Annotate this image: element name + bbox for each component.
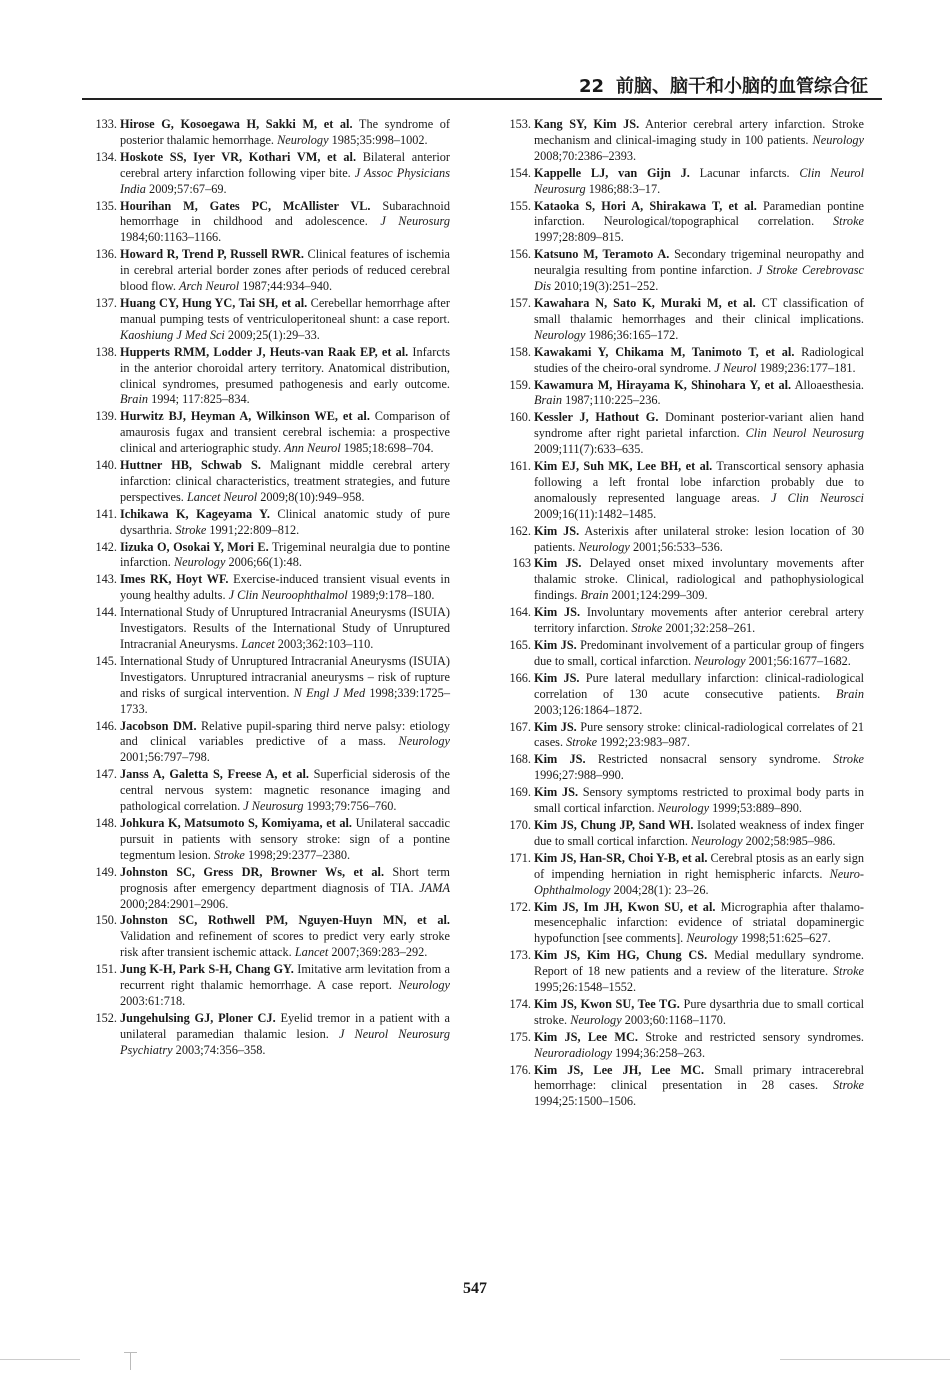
reference-item [90, 1011, 450, 1059]
reference-item [504, 720, 864, 752]
reference-citation: 1994; 117:825–834. [148, 392, 250, 407]
reference-journal: Brain [835, 686, 864, 701]
reference-title: Lacunar infarcts. [689, 165, 800, 180]
reference-item [90, 199, 450, 247]
reference-journal: Brain [120, 392, 149, 407]
reference-title: Relative pupil-sparing third nerve palsy: etiology and clinical variables predictive of a mass. [120, 718, 450, 749]
reference-authors: Huang CY, Hung YC, Tai SH, et al. [120, 295, 308, 310]
reference-item [90, 507, 450, 539]
reference-citation: 2001;124:299–309. [608, 588, 708, 603]
reference-number: 166. [509, 670, 531, 685]
reference-item [504, 378, 864, 410]
reference-authors: Katsuno M, Teramoto A. [534, 247, 670, 262]
crop-mark-left-line [0, 1359, 80, 1360]
reference-title: Anterior cerebral artery infarction. Stroke mechanism and clinical-imaging study in 100 patients. [534, 117, 864, 147]
reference-item [504, 410, 864, 458]
reference-title: Short term prognosis after emergency department diagnosis of TIA. [120, 864, 450, 895]
reference-journal: J Stroke Cerebrovasc Dis [534, 263, 864, 294]
reference-column-left [90, 117, 450, 1060]
reference-citation: 1997;28:809–815. [534, 230, 624, 245]
reference-citation: 1987;110:225–236. [562, 393, 661, 408]
reference-number: 167. [509, 719, 531, 734]
reference-item [504, 785, 864, 817]
reference-authors: Kim JS, Im JH, Kwon SU, et al. [534, 899, 716, 914]
reference-citation: 2000;284:2901–2906. [120, 896, 229, 911]
reference-journal: Stroke [833, 214, 864, 229]
reference-title: Micrographia after thalamo-mesencephalic infarction: evidence of striatal dopaminergic hypofunction [see comments]. [534, 899, 865, 946]
reference-citation: 1998;51:625–627. [737, 931, 831, 946]
crop-mark-horizontal [124, 1352, 137, 1353]
reference-authors: Kawamura M, Hirayama K, Shinohara Y, et al. [534, 377, 792, 392]
reference-authors: Kim JS. [534, 670, 580, 685]
reference-citation: 1989;9:178–180. [347, 588, 435, 603]
reference-journal: J Clin Neuroophthalmol [228, 588, 348, 603]
reference-journal: Neurology [812, 132, 864, 147]
reference-title: Cerebellar hemorrhage after manual pumping tests of ventriculoperitoneal shunt: a case report. [120, 295, 450, 326]
reference-journal: Stroke [631, 621, 663, 636]
reference-title: Pure dysarthria due to small cortical stroke. [534, 996, 865, 1027]
reference-authors: Kim JS. [534, 752, 586, 767]
reference-citation: 2002;58:985–986. [742, 833, 836, 848]
reference-title: Superficial siderosis of the central nervous system: magnetic resonance imaging and pathological correlation. [120, 767, 450, 814]
reference-number: 171. [509, 850, 531, 865]
reference-number: 157. [509, 295, 531, 310]
reference-item [90, 458, 450, 506]
reference-title: Comparison of amaurosis fugax and transient cerebral ischemia: a prospective clinical and arteriographic study. [120, 409, 450, 456]
reference-journal: Neurology [691, 833, 743, 848]
reference-authors: Kim JS. [534, 556, 582, 571]
reference-citation: 1998;339:1725–1733. [120, 685, 450, 716]
reference-number: 135. [95, 198, 117, 213]
reference-item [90, 719, 450, 767]
reference-item [504, 117, 864, 165]
reference-authors: Imes RK, Hoyt WF. [120, 572, 229, 587]
reference-item [90, 540, 450, 572]
reference-authors: Jacobson DM. [120, 718, 197, 733]
reference-citation: 1986;36:165–172. [585, 327, 679, 342]
reference-title: Clinical features of ischemia in cerebral arterial border zones after periods of reduced cerebral blood flow. [120, 247, 450, 294]
reference-journal: Brain [534, 393, 563, 408]
reference-journal: Stroke [566, 735, 598, 750]
reference-journal: Clin Neurol Neurosurg [745, 426, 864, 441]
reference-title: Pure sensory stroke: clinical-radiological correlates of 21 cases. [534, 719, 864, 750]
reference-title: Bilateral anterior cerebral artery infarction following viper bite. [120, 149, 450, 180]
reference-number: 174. [509, 996, 531, 1011]
reference-column-right [504, 117, 864, 1111]
reference-citation: 2010;19(3):251–252. [551, 279, 659, 294]
reference-citation: 2001;56:533–536. [629, 539, 723, 554]
reference-journal: J Neurosurg [380, 214, 450, 229]
reference-citation: 1999;53:889–890. [709, 801, 802, 816]
reference-journal: Neurology [173, 555, 226, 570]
reference-citation: 2004;28(1): 23–26. [610, 882, 709, 897]
reference-journal: J Neurol [714, 360, 757, 375]
reference-title: Restricted nonsacral sensory syndrome. [585, 752, 834, 767]
reference-title: Infarcts in the anterior choroidal artery territory. Anatomical distribution, clinical syndromes, presumed pathogenesis and early outcome. [120, 344, 450, 391]
reference-journal: Lancet [241, 637, 275, 651]
reference-journal: J Assoc Physicians India [120, 165, 450, 196]
reference-item [90, 605, 450, 653]
reference-number: 142. [95, 539, 117, 554]
reference-citation: 1992;23:983–987. [597, 735, 690, 750]
reference-authors: Huttner HB, Schwab S. [120, 458, 261, 473]
reference-journal: N Engl J Med [293, 685, 366, 700]
reference-item [504, 556, 864, 604]
reference-citation: 1986;88:3–17. [585, 181, 661, 196]
reference-authors: Jung K-H, Park S-H, Chang GY. [120, 962, 294, 977]
reference-journal: Brain [580, 588, 609, 603]
reference-journal: Neuro-Ophthalmology [534, 866, 864, 897]
reference-title: Unilateral saccadic pursuit in patients with sensory stroke: sign of a pontine tegmentum lesion. [120, 815, 450, 862]
reference-citation: 2003:61:718. [120, 993, 186, 1008]
chapter-heading [579, 72, 868, 98]
reference-number: 134. [95, 149, 117, 164]
reference-authors: Johkura K, Matsumoto S, Komiyama, et al. [120, 815, 352, 830]
reference-number: 176. [509, 1062, 531, 1077]
reference-item [504, 1063, 864, 1111]
reference-item [504, 851, 864, 899]
reference-title: Imitative arm levitation from a recurrent right thalamic hemorrhage. A case report. [120, 962, 451, 993]
reference-authors: Kim JS. [534, 605, 581, 620]
reference-authors: Kim JS. [534, 719, 577, 734]
reference-authors: Hoskote SS, Iyer VR, Kothari VM, et al. [120, 149, 357, 164]
reference-title: Pure lateral medullary infarction: clinical-radiological correlation of 130 acute consecutive patients. [534, 670, 864, 701]
reference-authors: Howard R, Trend P, Russell RWR. [120, 247, 304, 262]
reference-authors: Hourihan M, Gates PC, McAllister VL. [120, 198, 371, 213]
reference-number: 137. [95, 295, 117, 310]
crop-mark-right-line [780, 1359, 950, 1360]
reference-authors: Kim JS, Kim HG, Chung CS. [534, 948, 708, 963]
reference-title: Eyelid tremor in a patient with a unilateral paramedian thalamic lesion. [120, 1010, 450, 1041]
reference-citation: 1998;29:2377–2380. [244, 847, 351, 862]
reference-title: Paramedian pontine infarction. Neurological/topographical correlation. [534, 198, 864, 229]
reference-authors: Hupperts RMM, Lodder J, Heuts-van Raak EP, et al. [120, 344, 409, 359]
reference-journal: Arch Neurol [178, 279, 240, 294]
reference-item [504, 296, 864, 344]
reference-item [504, 524, 864, 556]
reference-authors: Kang SY, Kim JS. [534, 117, 640, 131]
reference-journal: Neurology [398, 734, 450, 749]
reference-number: 152. [95, 1010, 117, 1025]
reference-item [504, 199, 864, 247]
reference-journal: Neurology [570, 1012, 622, 1027]
reference-title: Validation and refinement of scores to predict very early stroke risk after transient ischemic attack. [120, 929, 450, 960]
reference-number: 163 [512, 556, 531, 571]
reference-item [504, 948, 864, 996]
reference-citation: 2006;66(1):48. [225, 555, 302, 570]
reference-number: 162. [509, 523, 531, 538]
reference-title: International Study of Unruptured Intracranial Aneurysms (ISUIA) Investigators. Results of the International Study of Unruptured Intracranial Aneurysms. [120, 605, 450, 651]
reference-title: Stroke and restricted sensory syndromes. [637, 1029, 864, 1044]
reference-item [504, 638, 864, 670]
reference-journal: Stroke [833, 964, 864, 979]
reference-authors: Kawahara N, Sato K, Muraki M, et al. [534, 295, 756, 310]
reference-number: 169. [509, 785, 531, 800]
reference-citation: 2003;126:1864–1872. [534, 702, 643, 717]
reference-authors: Kim JS. [534, 785, 579, 800]
reference-number: 141. [95, 506, 117, 521]
reference-citation: 1993;79:756–760. [303, 799, 397, 814]
reference-citation: 1989;236:177–181. [756, 360, 856, 375]
reference-number: 147. [95, 767, 117, 782]
reference-number: 150. [95, 913, 117, 928]
chapter-title: 前脑、脑干和小脑的血管综合征 [616, 76, 868, 97]
reference-citation: 2003;74:356–358. [172, 1042, 266, 1057]
reference-number: 133. [95, 117, 117, 131]
reference-title: Dominant posterior-variant alien hand syndrome after right parietal infarction. [534, 410, 864, 441]
reference-authors: Kim JS, Chung JP, Sand WH. [534, 817, 694, 832]
reference-number: 151. [95, 962, 117, 977]
reference-authors: Johnston SC, Rothwell PM, Nguyen-Huyn MN, et al. [120, 913, 450, 928]
reference-citation: 1996;27:988–990. [534, 768, 624, 783]
reference-number: 173. [509, 948, 531, 963]
reference-citation: 2009;16(11):1482–1485. [534, 506, 657, 521]
reference-authors: Kim JS, Lee JH, Lee MC. [534, 1062, 705, 1077]
reference-authors: Kim JS, Han-SR, Choi Y-B, et al. [534, 850, 708, 865]
reference-item [90, 865, 450, 913]
reference-authors: Kessler J, Hathout G. [534, 410, 659, 425]
reference-item [504, 997, 864, 1029]
reference-journal: J Neurol Neurosurg Psychiatry [120, 1026, 450, 1057]
page-number: 547 [463, 1280, 487, 1297]
reference-number: 164. [509, 605, 531, 620]
reference-number: 158. [509, 344, 531, 359]
reference-authors: Hirose G, Kosoegawa H, Sakki M, et al. [120, 117, 353, 131]
reference-item [90, 572, 450, 604]
reference-number: 155. [509, 198, 531, 213]
reference-number: 148. [95, 815, 117, 830]
reference-citation: 2001;32:258–261. [662, 621, 756, 636]
reference-citation: 1994;36:258–263. [612, 1045, 706, 1060]
reference-journal: J Clin Neurosci [771, 490, 864, 505]
reference-item [504, 900, 864, 948]
reference-authors: Kim JS. [534, 523, 580, 538]
reference-title: Alloaesthesia. [791, 377, 864, 392]
reference-item [504, 345, 864, 377]
reference-item [504, 605, 864, 637]
reference-number: 175. [509, 1029, 531, 1044]
reference-authors: Kawakami Y, Chikama M, Tanimoto T, et al. [534, 344, 795, 359]
reference-title: Predominant involvement of a particular group of fingers due to small, cortical infarction. [534, 638, 864, 668]
reference-citation: 2001;56:1677–1682. [745, 653, 851, 668]
reference-journal: Neurology [578, 539, 630, 554]
reference-item [90, 962, 450, 1010]
reference-citation: 2009;25(1):29–33. [224, 327, 320, 342]
reference-item [90, 409, 450, 457]
reference-number: 172. [509, 899, 531, 914]
reference-number: 140. [95, 458, 117, 473]
reference-journal: Neurology [657, 801, 710, 816]
reference-authors: Iizuka O, Osokai Y, Mori E. [120, 539, 269, 554]
reference-number: 160. [509, 410, 531, 425]
reference-authors: Jungehulsing GJ, Ploner CJ. [120, 1010, 276, 1025]
reference-title: Cerebral ptosis as an early sign of impending herniation in right hemispheric infarcts. [534, 850, 864, 881]
reference-citation: 1984;60:1163–1166. [120, 230, 222, 245]
reference-item [90, 296, 450, 344]
reference-authors: Kim JS, Lee MC. [534, 1029, 638, 1044]
reference-citation: 1994;25:1500–1506. [534, 1094, 637, 1109]
reference-journal: Stroke [833, 752, 864, 767]
reference-journal: Neurology [694, 653, 746, 668]
reference-item [90, 816, 450, 864]
reference-number: 149. [95, 864, 117, 879]
reference-citation: 2007;369:283–292. [328, 945, 428, 960]
reference-number: 161. [509, 459, 531, 474]
reference-authors: Kim EJ, Suh MK, Lee BH, et al. [534, 459, 713, 474]
reference-number: 144. [95, 605, 117, 620]
reference-item [504, 166, 864, 198]
reference-number: 168. [509, 752, 531, 767]
reference-title: Subarachnoid hemorrhage in childhood and adolescence. [120, 198, 450, 229]
reference-journal: JAMA [419, 880, 450, 895]
reference-item [90, 654, 450, 718]
reference-item [90, 767, 450, 815]
reference-item [90, 345, 450, 409]
reference-authors: Janss A, Galetta S, Freese A, et al. [120, 767, 309, 782]
reference-number: 139. [95, 409, 117, 424]
reference-authors: Ichikawa K, Kageyama Y. [120, 506, 270, 521]
reference-item [504, 752, 864, 784]
reference-journal: Stroke [213, 847, 245, 862]
reference-item [504, 1030, 864, 1062]
reference-title: Secondary trigeminal neuropathy and neuralgia resulting from pontine infarction. [534, 247, 864, 278]
reference-citation: 2009;111(7):633–635. [534, 442, 644, 457]
reference-journal: Ann Neurol [284, 441, 341, 456]
reference-citation: 2009;8(10):949–958. [257, 489, 365, 504]
reference-journal: Neuroradiology [534, 1045, 613, 1060]
reference-title: Small primary intracerebral hemorrhage: clinical presentation in 28 cases. [534, 1062, 864, 1093]
reference-number: 170. [509, 817, 531, 832]
reference-authors: Kim JS. [534, 638, 577, 652]
reference-citation: 1985;18:698–704. [340, 441, 434, 456]
reference-journal: Neurology [398, 978, 450, 993]
reference-title: Radiological studies of the cheiro-oral syndrome. [534, 344, 864, 375]
reference-number: 159. [509, 377, 531, 392]
reference-title: Malignant middle cerebral artery infarction: clinical characteristics, treatment strategies, and future perspectives. [120, 458, 450, 504]
reference-item [90, 150, 450, 198]
reference-journal: Kaoshiung J Med Sci [120, 327, 225, 342]
reference-number: 143. [95, 572, 117, 587]
reference-item [90, 117, 450, 149]
reference-journal: Lancet Neurol [186, 489, 258, 504]
reference-citation: 2003;60:1168–1170. [621, 1012, 726, 1027]
reference-number: 154. [509, 165, 531, 180]
reference-title: Delayed onset mixed involuntary movements after thalamic stroke. Clinical, radiological and pathophysiological findings. [534, 556, 864, 603]
reference-title: Transcortical sensory aphasia following a left frontal lobe infarction probably due to anomalously represented language areas. [534, 459, 865, 505]
reference-citation: 1995;26:1548–1552. [534, 980, 637, 995]
reference-journal: Stroke [833, 1078, 864, 1093]
reference-number: 145. [95, 653, 117, 668]
reference-journal: J Neurosurg [243, 799, 304, 814]
reference-authors: Johnston SC, Gress DR, Browner Ws, et al. [120, 864, 385, 879]
reference-title: Exercise-induced transient visual events in young healthy adults. [120, 572, 450, 603]
reference-journal: Stroke [175, 522, 207, 537]
chapter-number: 22 [578, 76, 604, 97]
reference-citation: 1985;35:998–1002. [328, 132, 428, 147]
reference-journal: Lancet [294, 945, 329, 960]
reference-title: Asterixis after unilateral stroke: lesion location of 30 patients. [534, 523, 864, 554]
reference-journal: Neurology [686, 931, 738, 946]
reference-title: Medial medullary syndrome. Report of 18 new patients and a review of the literature. [534, 948, 864, 979]
reference-number: 136. [95, 247, 117, 262]
reference-citation: 1991;22:809–812. [206, 522, 300, 537]
reference-item [504, 459, 864, 523]
reference-authors: Kataoka S, Hori A, Shirakawa T, et al. [534, 198, 757, 213]
reference-number: 165. [509, 638, 531, 652]
reference-citation: 1987;44:934–940. [239, 279, 333, 294]
crop-mark [130, 1352, 131, 1370]
reference-authors: Hurwitz BJ, Heyman A, Wilkinson WE, et al. [120, 409, 370, 424]
reference-item [504, 818, 864, 850]
reference-item [90, 913, 450, 961]
reference-citation: 2001;56:797–798. [120, 750, 210, 765]
reference-title: International Study of Unruptured Intracranial Aneurysms (ISUIA) Investigators. Unruptured intracranial aneurysms – risk of rupture and risks of surgical intervention. [120, 653, 450, 700]
reference-citation: 2009;57:67–69. [145, 181, 227, 196]
reference-title: Isolated weakness of index finger due to small cortical infarction. [534, 817, 864, 848]
reference-number: 153. [509, 117, 531, 131]
header-rule [82, 98, 882, 100]
reference-journal: Neurology [277, 132, 329, 147]
reference-title: CT classification of small thalamic hemorrhages and their clinical implications. [534, 295, 864, 326]
reference-item [504, 671, 864, 719]
reference-authors: Kim JS, Kwon SU, Tee TG. [534, 996, 680, 1011]
reference-title: Clinical anatomic study of pure dysarthria. [120, 506, 450, 537]
reference-title: Involuntary movements after anterior cerebral artery territory infarction. [534, 605, 864, 636]
reference-citation: 2008;70:2386–2393. [534, 148, 637, 163]
reference-citation: 2003;362:103–110. [274, 637, 374, 651]
reference-journal: Clin Neurol Neurosurg [534, 165, 864, 196]
reference-number: 138. [95, 344, 117, 359]
reference-authors: Kappelle LJ, van Gijn J. [534, 165, 690, 180]
reference-title: The syndrome of posterior thalamic hemorrhage. [120, 117, 451, 147]
reference-item [90, 247, 450, 295]
reference-number: 156. [509, 247, 531, 262]
reference-title: Trigeminal neuralgia due to pontine infarction. [120, 539, 450, 570]
reference-journal: Neurology [534, 327, 586, 342]
reference-item [504, 247, 864, 295]
reference-number: 146. [95, 718, 117, 733]
reference-title: Sensory symptoms restricted to proximal body parts in small cortical infarction. [534, 785, 864, 816]
